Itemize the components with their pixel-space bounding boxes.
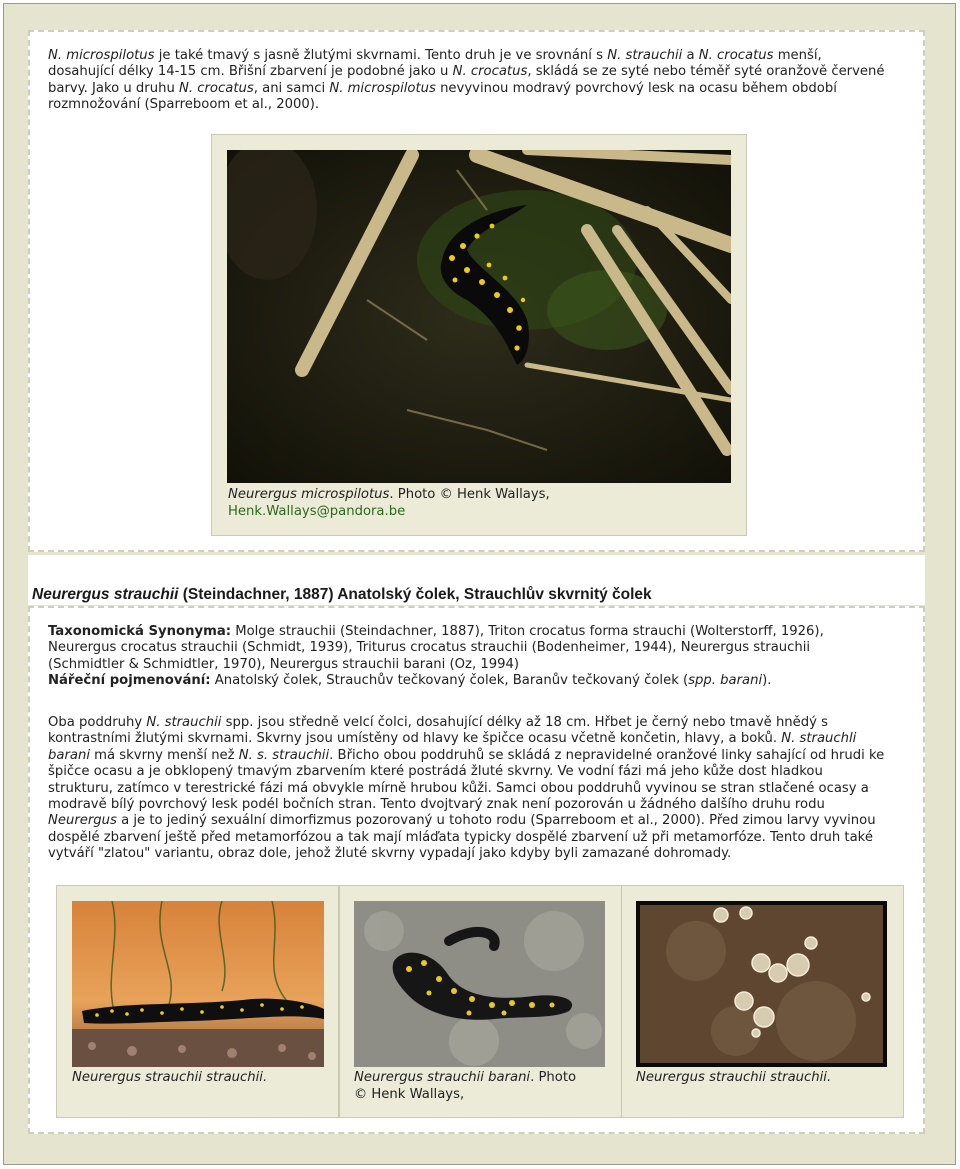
text-run: Neurergus crocatus strauchii (Schmidt, 1939), Triturus crocatus strauchii (Bodenheimer, 1944), Neurergus strauchii	[48, 640, 811, 656]
text-run: modravě bílý povrchový lesk podél bočních stran. Tento dvojtvarý znak není pozorován u žádného dalšího druhu rodu	[48, 797, 825, 813]
caption-credit: © Henk Wallays,	[354, 1087, 465, 1102]
text-run: nevyvinou modravý povrchový lesk na ocasu během období	[435, 80, 837, 96]
heading-rest: (Steindachner, 1887) Anatolský čolek, Strauchlův skvrnitý čolek	[178, 586, 652, 603]
species-name: barani	[48, 747, 90, 763]
species-name: N. strauchii	[607, 48, 683, 63]
text-run: (Schmidtler & Schmidtler, 1970), Neurergus strauchii barani (Oz, 1994)	[48, 656, 520, 672]
text-run: Oba poddruhy	[48, 715, 147, 730]
text-run: strukturu, zatímco v terestrické fázi má obvykle mírně hrubou kůži. Samci obou poddruhů vyvinou se stran stlačené ocasy a	[48, 780, 869, 796]
caption-species: Neurergus strauchii barani	[354, 1070, 531, 1085]
intro-paragraph	[48, 48, 918, 114]
text-run: Molge strauchii (Steindachner, 1887), Triton crocatus forma strauchi (Wolterstorff, 1926),	[231, 624, 824, 639]
text-run: menší,	[773, 48, 822, 63]
text-run: kontrastními žlutými skvrnami. Skvrny jsou umístěny od hlavy ke špičce ocasu včetně končetin, hlavy, a boků.	[48, 731, 782, 747]
text-run: a	[682, 48, 699, 63]
text-run: vytváří "zlatou" variantu, obraz dole, jehož žluté skvrny vypadají jako kdyby byli zamazané dohromady.	[48, 846, 732, 862]
text-run: špičce ocasu a je obklopený tmavým zbarvením které postrádá žluté skvrny. Ve vodní fázi má jeho kůže dost hladkou	[48, 764, 823, 780]
text-run: , skládá se ze syté nebo téměř syté oranžově červené	[527, 64, 885, 80]
description-paragraph	[48, 715, 918, 863]
salamander-photo-barani	[354, 901, 605, 1067]
synonyms-paragraph	[48, 624, 918, 690]
heading-species: Neurergus strauchii	[32, 586, 179, 603]
text-run: dospělé zbarvení ještě před metamorfózou a tak mají mláďata typicky dospělé zbarvení už při metamorfóze. Tento druh také	[48, 829, 873, 845]
text-run: ).	[762, 673, 772, 689]
photographer-email-link[interactable]: Henk.Wallays@pandora.be	[228, 504, 406, 519]
text-run: spp. jsou středně velcí čolci, dosahující délky až 18 cm. Hřbet je černý nebo tmavě hnědý s	[221, 715, 829, 730]
species-name: N. crocatus	[698, 48, 774, 63]
common-names-label: Nářeční pojmenování:	[48, 673, 211, 689]
photo-image-1	[72, 901, 324, 1067]
species-name: Neurergus	[48, 813, 117, 829]
species-name: N. s. strauchii	[238, 747, 330, 763]
text-run: je také tmavý s jasně žlutými skvrnami. Tento druh je ve srovnání s	[154, 48, 608, 63]
text-run: má skvrny menší než	[89, 747, 239, 763]
photo-caption-1	[72, 1069, 332, 1086]
salamander-photo-microspilotus	[227, 150, 731, 483]
salamander-photo-image	[227, 150, 731, 483]
species-name: N. microspilotus	[48, 48, 155, 63]
text-run: spp. barani	[688, 673, 763, 689]
eggs-photo	[636, 901, 887, 1067]
text-run: a je to jediný sexuální dimorfizmus pozorovaný u tohoto rodu (Sparreboom et al., 2000). Před zimou larvy vyvinou	[116, 813, 876, 829]
species-name: N. strauchli	[781, 731, 857, 747]
species-name: N. crocatus	[179, 80, 254, 96]
photo-image-2	[354, 901, 605, 1067]
text-run: , ani samci	[253, 80, 330, 96]
photo-caption-2	[354, 1069, 616, 1103]
species-name: N. microspilotus	[329, 80, 436, 96]
photo-caption-3	[636, 1069, 898, 1086]
caption-species: Neurergus strauchii strauchii.	[72, 1070, 268, 1085]
salamander-photo-golden	[72, 901, 324, 1067]
text-run: . Břicho obou poddruhů se skládá z nepravidelné oranžové linky sahající od hrudi ke	[329, 747, 885, 763]
caption-credit: . Photo © Henk Wallays,	[389, 487, 550, 502]
text-run: dosahující délky 14-15 cm. Břišní zbarvení je podobné jako u	[48, 64, 453, 80]
species-name: N. crocatus	[452, 64, 528, 80]
photo-image-3	[636, 901, 887, 1067]
text-run: barvy. Jako u druhu	[48, 80, 179, 96]
synonyms-label: Taxonomická Synonyma:	[48, 624, 231, 639]
species-name: N. strauchii	[146, 715, 222, 730]
caption-credit: . Photo	[530, 1070, 577, 1085]
caption-species: Neurergus strauchii strauchii.	[636, 1070, 832, 1085]
section-heading	[32, 586, 652, 604]
text-run: Anatolský čolek, Strauchův tečkovaný čolek, Baranův tečkovaný čolek (	[210, 673, 689, 689]
text-run: rozmnožování (Sparreboom et al., 2000).	[48, 97, 320, 113]
caption-species: Neurergus microspilotus	[228, 487, 390, 502]
main-figure-caption	[228, 486, 708, 520]
